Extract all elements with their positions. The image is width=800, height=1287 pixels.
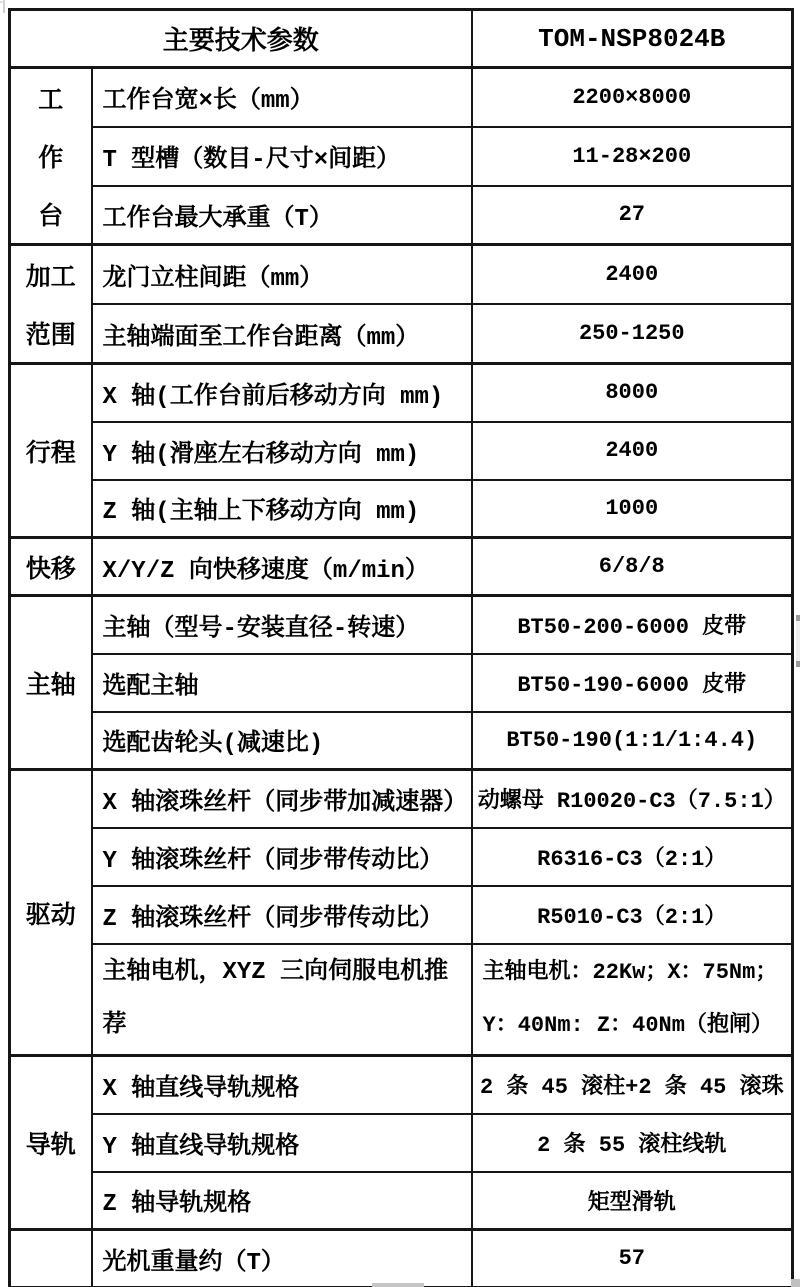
table-row [10,364,793,422]
value-cell: BT50-190-6000 皮带 [472,654,793,712]
table-row [10,828,793,886]
value-cell: 6/8/8 [472,538,793,596]
edge-artifact [791,1279,800,1287]
value-cell: 2 条 45 滚柱+2 条 45 滚珠 [472,1056,793,1114]
table-row [10,1172,793,1230]
value-cell: BT50-190(1:1/1:4.4) [472,712,793,770]
value-cell: 2400 [472,422,793,480]
spec-table [8,8,794,1287]
table-row [10,654,793,712]
param-cell: 工作台宽×长（mm） [92,68,472,127]
group-label-worktable-char: 台 [38,203,64,232]
table-row [10,1230,793,1287]
param-cell: 龙门立柱间距（mm） [92,245,472,305]
param-cell: Y 轴直线导轨规格 [92,1114,472,1172]
table-row [10,186,793,245]
param-cell: Y 轴滚珠丝杆（同步带传动比） [92,828,472,886]
table-row [10,68,793,127]
value-cell: 1000 [472,480,793,538]
param-cell: Z 轴导轨规格 [92,1172,472,1230]
param-cell: X 轴滚珠丝杆（同步带加减速器） [92,770,472,828]
scrollbar-artifact [796,661,800,667]
param-cell: X 轴直线导轨规格 [92,1056,472,1114]
value-cell: 2400 [472,245,793,305]
param-cell: Z 轴(主轴上下移动方向 mm) [92,480,472,538]
header-row [10,10,793,68]
group-cell-spindle: 主轴 [10,596,92,770]
value-cell: 11-28×200 [472,127,793,186]
group-cell-rapid: 快移 [10,538,92,596]
group-label-worktable-char: 工 [38,87,64,116]
table-row [10,538,793,596]
table-row [10,770,793,828]
table-row [10,596,793,654]
value-cell: 2 条 55 滚柱线轨 [472,1114,793,1172]
param-cell: 选配主轴 [92,654,472,712]
edge-artifact [372,1283,424,1287]
group-cell-guideway: 导轨 [10,1056,92,1230]
value-cell: R5010-C3（2:1） [472,886,793,944]
scrollbar-artifact [796,615,800,667]
table-row [10,886,793,944]
value-cell: 动螺母 R10020-C3（7.5:1） [472,770,793,828]
table-row [10,422,793,480]
table-row [10,304,793,364]
value-cell: BT50-200-6000 皮带 [472,596,793,654]
param-cell: X/Y/Z 向快移速度（m/min） [92,538,472,596]
value-cell: 57 [472,1230,793,1287]
group-cell-empty [10,1230,92,1287]
param-cell: T 型槽（数目-尺寸×间距） [92,127,472,186]
value-cell: 27 [472,186,793,245]
group-cell-drive: 驱动 [10,770,92,1056]
model-number: TOM-NSP8024B [472,10,793,68]
param-cell: Z 轴滚珠丝杆（同步带传动比） [92,886,472,944]
table-row [10,712,793,770]
table-row [10,480,793,538]
group-cell-machining-range [10,245,92,364]
edge-artifact [0,1,4,3]
param-cell: Y 轴(滑座左右移动方向 mm) [92,422,472,480]
value-cell: R6316-C3（2:1） [472,828,793,886]
value-cell: 250-1250 [472,304,793,364]
param-cell: 光机重量约（T） [92,1230,472,1287]
value-cell: 2200×8000 [472,68,793,127]
param-cell: 工作台最大承重（T） [92,186,472,245]
param-cell: X 轴(工作台前后移动方向 mm) [92,364,472,422]
table-title: 主要技术参数 [10,10,472,68]
value-cell: 主轴电机：22Kw；X：75Nm；Y：40Nm: Z：40Nm（抱闸） [472,944,793,1056]
table-row [10,1114,793,1172]
param-cell: 主轴电机，XYZ 三向伺服电机推荐 [92,944,472,1056]
value-cell: 8000 [472,364,793,422]
group-label-worktable-char: 作 [38,145,64,174]
table-row [10,127,793,186]
table-row [10,1056,793,1114]
value-cell: 矩型滑轨 [472,1172,793,1230]
table-row [10,944,793,1056]
group-label-machining-range-line: 范围 [25,322,76,351]
group-cell-travel: 行程 [10,364,92,538]
group-cell-worktable [10,68,92,245]
table-row [10,245,793,305]
param-cell: 主轴端面至工作台距离（mm） [92,304,472,364]
scrollbar-artifact [796,615,800,621]
group-label-machining-range-line: 加工 [25,264,76,293]
param-cell: 主轴（型号-安装直径-转速） [92,596,472,654]
param-cell: 选配齿轮头(减速比) [92,712,472,770]
